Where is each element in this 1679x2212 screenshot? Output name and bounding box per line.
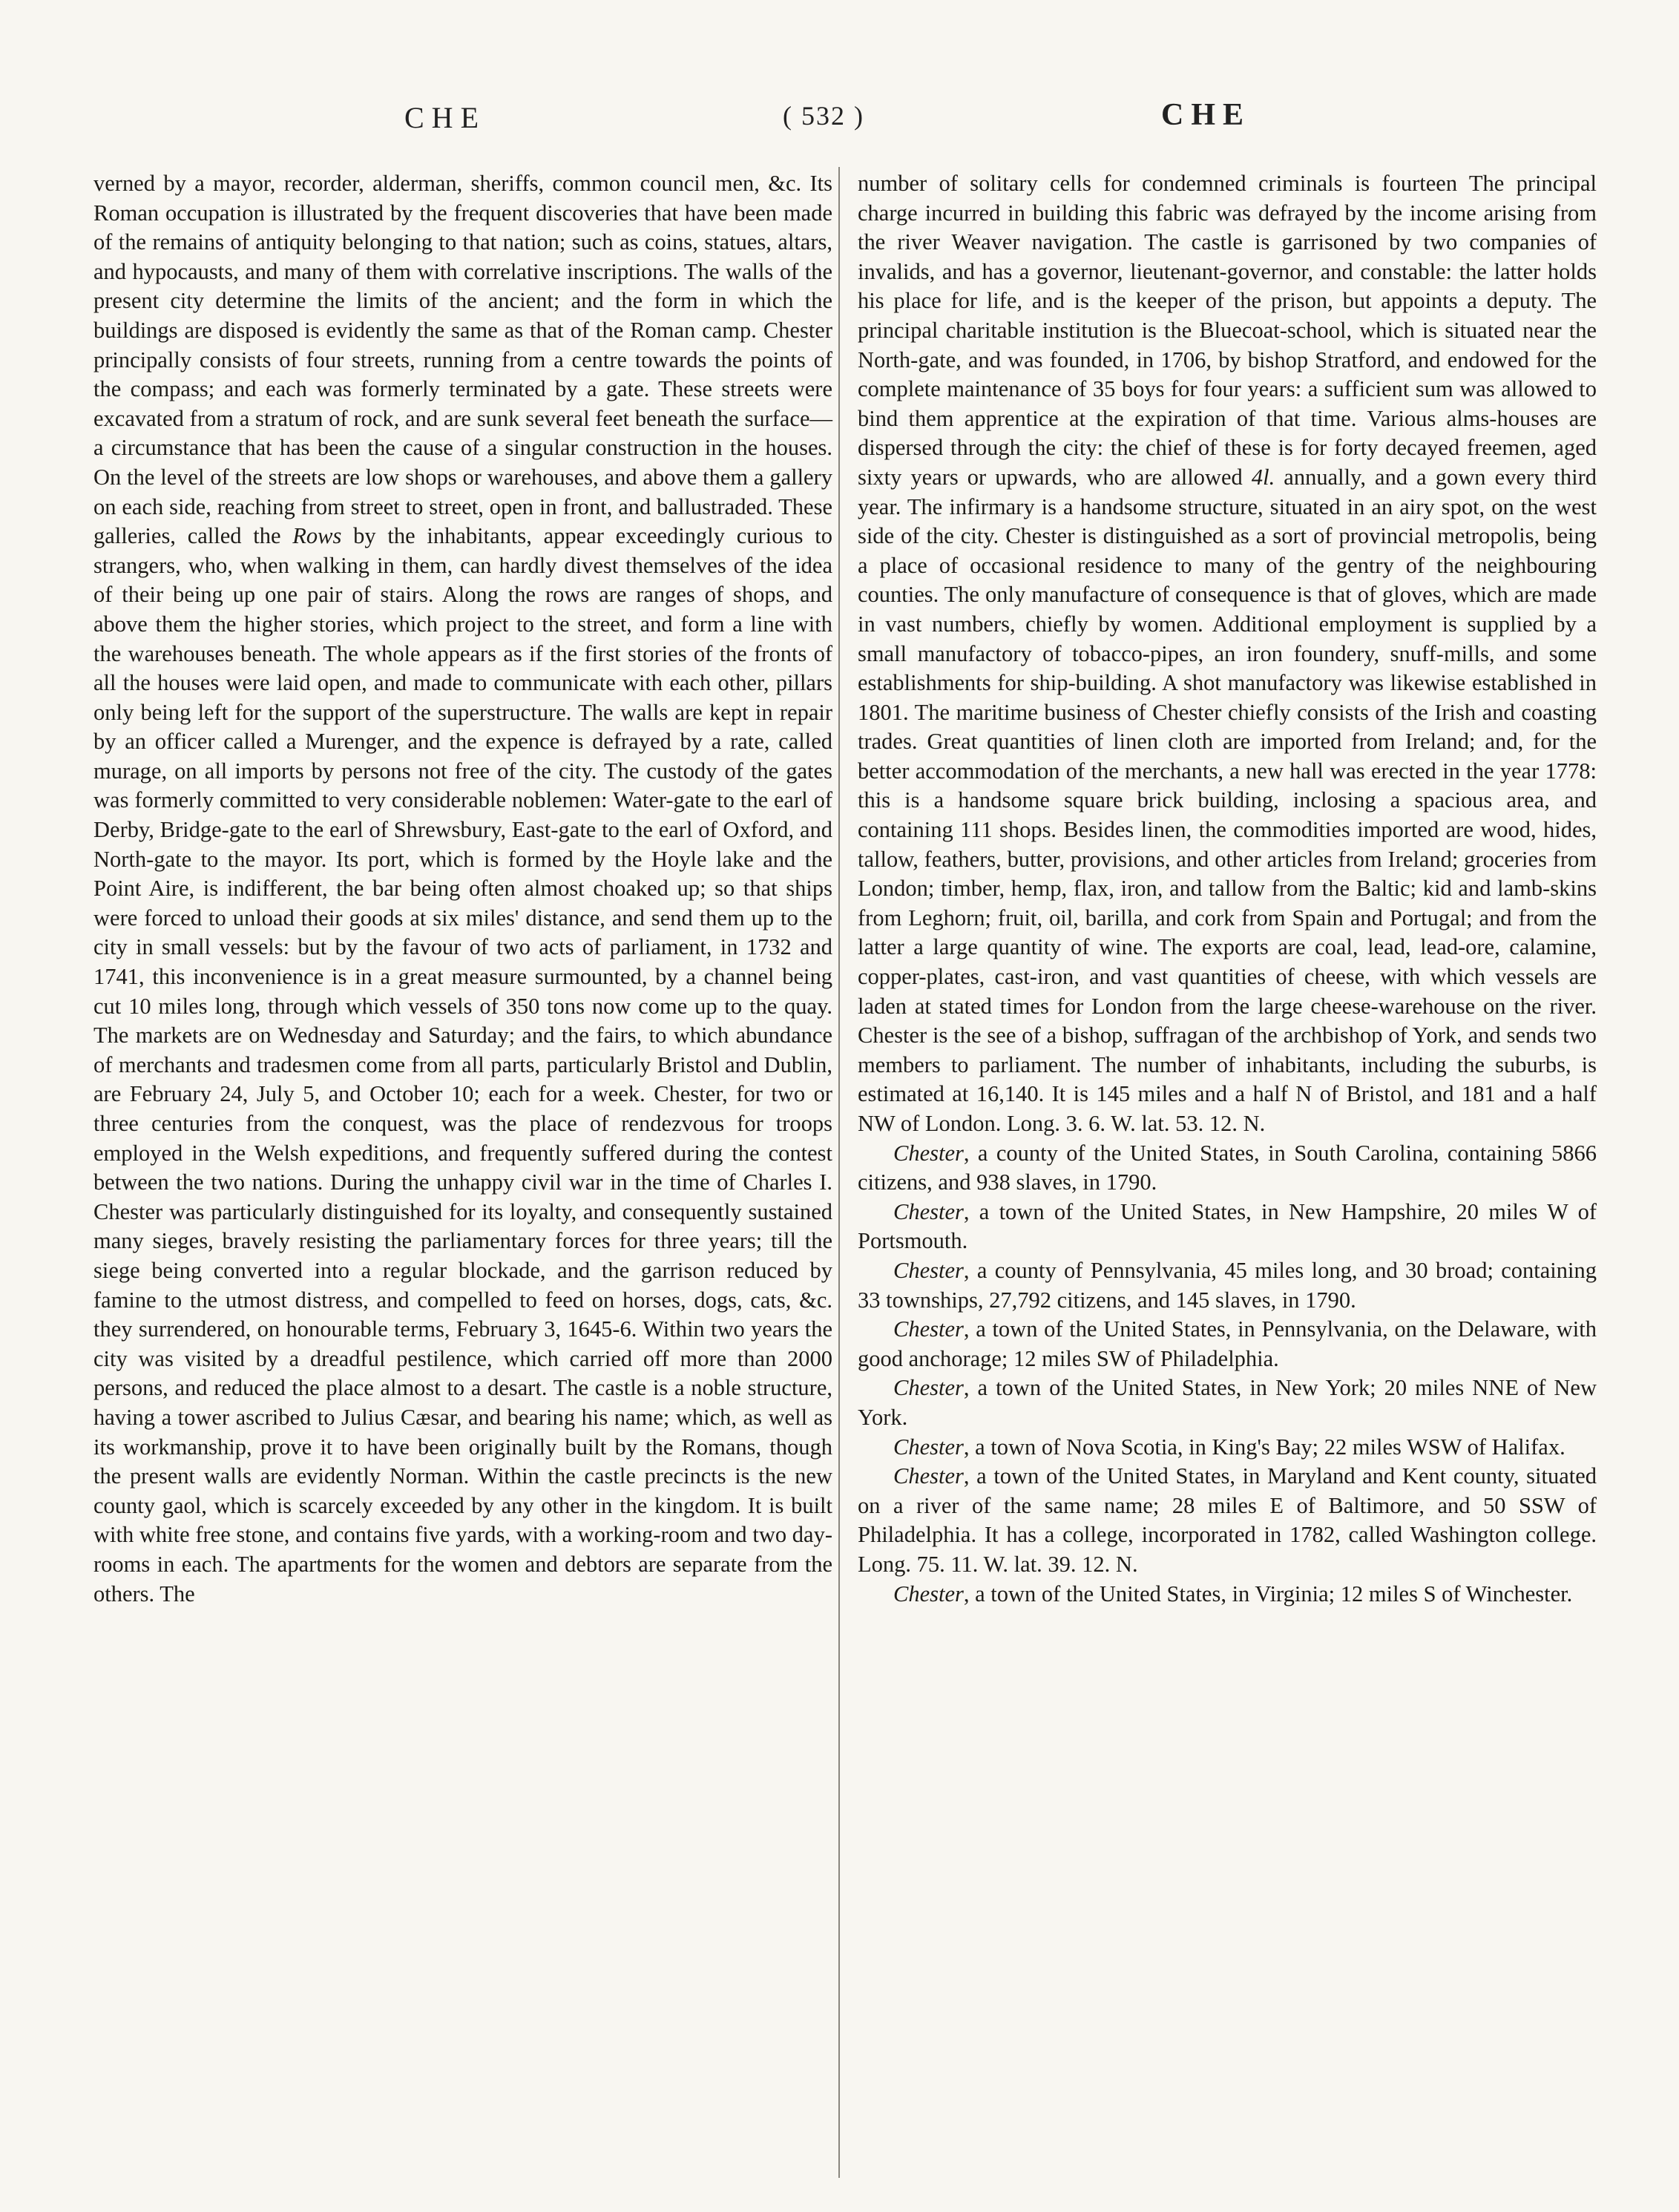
header-left-word: CHE: [404, 101, 486, 134]
entry-name: Chester: [893, 1434, 964, 1460]
column-divider: [838, 167, 840, 2178]
left-column-paragraph: [93, 169, 832, 1609]
entry-text: , a town of the United States, in Maryland and Kent county, situated on a river of the same name; 28 miles E of Baltimore, and 50 SSW of Philadelphia. It has a college, incorporated in 1782, called Washington college. Long. 75. 11. W. lat. 39. 12. N.: [858, 1463, 1597, 1577]
entry-text: , a county of the United States, in South Carolina, containing 5866 citizens, and 938 slaves, in 1790.: [858, 1140, 1597, 1195]
entry-text: , a town of the United States, in New York; 20 miles NNE of New York.: [858, 1375, 1597, 1430]
header-right-word: CHE: [1161, 98, 1252, 132]
entry-name: Chester: [893, 1140, 964, 1166]
gazetteer-entry: [858, 1198, 1597, 1256]
entry-text: , a town of Nova Scotia, in King's Bay; 22 miles WSW of Halifax.: [963, 1434, 1565, 1460]
gazetteer-entry: [858, 1256, 1597, 1315]
gazetteer-entry: [858, 1462, 1597, 1579]
money-italic: 4l.: [1251, 464, 1275, 490]
gazetteer-entry: [858, 1315, 1597, 1374]
right-text-part-2: annually, and a gown every third year. The infirmary is a handsome structure, situated in an airy spot, on the west side of the city. Chester is distinguished as a sort of provincial metropolis, being a place of occasional residence to many of the gentry of the neighbouring counties. The only manufacture of consequence is that of gloves, which are made in vast numbers, chiefly by women. Additional employment is supplied by a small manufactory of tobacco-pipes, an iron foundery, snuff-mills, and some establishments for ship-building. A shot manufactory was likewise established in 1801. The maritime business of Chester chiefly consists of the Irish and coasting trades. Great quantities of linen cloth are imported from Ireland; and, for the better accommodation of the merchants, a new hall was erected in the year 1778: this is a handsome square brick building, inclosing a spacious area, and containing 111 shops. Besides linen, the commodities imported are wood, hides, tallow, feathers, butter, provisions, and other articles from Ireland; groceries from London; timber, hemp, flax, iron, and tallow from the Baltic; kid and lamb-skins from Leghorn; fruit, oil, barilla, and cork from Spain and Portugal; and from the latter a large quantity of wine. The exports are coal, lead, lead-ore, calamine, copper-plates, cast-iron, and vast quantities of cheese, with which vessels are laden at stated times for London from the large cheese-warehouse on the river. Chester is the see of a bishop, suffragan of the archbishop of York, and sends two members to parliament. The number of inhabitants, including the suburbs, is estimated at 16,140. It is 145 miles and a half N of Bristol, and 181 and a half NW of London. Long. 3. 6. W. lat. 53. 12. N.: [858, 464, 1597, 1136]
right-text-part-1: number of solitary cells for condemned criminals is fourteen The principal charge incurred in building this fabric was defrayed by the income arising from the river Weaver navigation. The castle is garrisoned by two companies of invalids, and has a governor, lieutenant-governor, and constable: the latter holds his place for life, and is the keeper of the prison, but appoints a deputy. The principal charitable institution is the Bluecoat-school, which is situated near the North-gate, and was founded, in 1706, by bishop Stratford, and endowed for the complete maintenance of 35 boys for four years: a sufficient sum was allowed to bind them apprentice at the expiration of that time. Various alms-houses are dispersed through the city: the chief of these is for forty decayed freemen, aged sixty years or upwards, who are allowed: [858, 171, 1597, 490]
gazetteer-entry: [858, 1580, 1597, 1609]
entry-name: Chester: [893, 1463, 964, 1489]
entry-name: Chester: [893, 1198, 964, 1224]
entry-name: Chester: [893, 1316, 964, 1342]
right-column-paragraph: [858, 169, 1597, 1139]
page-number: ( 532 ): [783, 101, 864, 131]
rows-italic: Rows: [292, 523, 342, 549]
gazetteer-entry: [858, 1433, 1597, 1463]
entry-name: Chester: [893, 1581, 964, 1607]
left-text-part-1: verned by a mayor, recorder, alderman, sheriffs, common council men, &c. Its Roman occupation is illustrated by the frequent discoveries that have been made of the remains of antiquity belonging to that nation; such as coins, statues, altars, and hypocausts, and many of them with correlative inscriptions. The walls of the present city determine the limits of the ancient; and the form in which the buildings are disposed is evidently the same as that of the Roman camp. Chester principally consists of four streets, running from a centre towards the points of the compass; and each was formerly terminated by a gate. These streets were excavated from a stratum of rock, and are sunk several feet beneath the surface—a circumstance that has been the cause of a singular construction in the houses. On the level of the streets are low shops or warehouses, and above them a gallery on each side, reaching from street to street, open in front, and ballustraded. These galleries, called the: [93, 171, 832, 549]
right-column: [858, 169, 1597, 1609]
entry-text: , a town of the United States, in Pennsylvania, on the Delaware, with good anchorage; 12 miles SW of Philadelphia.: [858, 1316, 1597, 1371]
entry-text: , a county of Pennsylvania, 45 miles long, and 30 broad; containing 33 townships, 27,792 citizens, and 145 slaves, in 1790.: [858, 1257, 1597, 1313]
entry-name: Chester: [893, 1375, 964, 1401]
entry-text: , a town of the United States, in New Hampshire, 20 miles W of Portsmouth.: [858, 1198, 1597, 1254]
entry-name: Chester: [893, 1257, 964, 1283]
running-header: [0, 100, 1679, 145]
gazetteer-entry: [858, 1139, 1597, 1198]
left-text-part-2: by the inhabitants, appear exceedingly curious to strangers, who, when walking in them, can hardly divest themselves of the idea of their being up one pair of stairs. Along the rows are ranges of shops, and above them the higher stories, which project to the street, and form a line with the warehouses beneath. The whole appears as if the first stories of the fronts of all the houses were laid open, and made to communicate with each other, pillars only being left for the support of the superstructure. The walls are kept in repair by an officer called a Murenger, and the expence is defrayed by a rate, called murage, on all imports by persons not free of the city. The custody of the gates was formerly committed to very considerable noblemen: Water-gate to the earl of Derby, Bridge-gate to the earl of Shrewsbury, East-gate to the earl of Oxford, and North-gate to the mayor. Its port, which is formed by the Hoyle lake and the Point Aire, is indifferent, the bar being often almost choaked up; so that ships were forced to unload their goods at six miles' distance, and send them up to the city in small vessels: but by the favour of two acts of parliament, in 1732 and 1741, this inconvenience is in a great measure surmounted, by a channel being cut 10 miles long, through which vessels of 350 tons now come up to the quay. The markets are on Wednesday and Saturday; and the fairs, to which abundance of merchants and tradesmen come from all parts, particularly Bristol and Dublin, are February 24, July 5, and October 10; each for a week. Chester, for two or three centuries from the conquest, was the place of rendezvous for troops employed in the Welsh expeditions, and frequently suffered during the contest between the two nations. During the unhappy civil war in the time of Charles I. Chester was particularly distinguished for its loyalty, and consequently sustained many sieges, bravely resisting the parliamentary forces for three years; till the siege being converted into a regular blockade, and the garrison reduced by famine to the utmost distress, and compelled to feed on horses, dogs, cats, &c. they surrendered, on honourable terms, February 3, 1645-6. Within two years the city was visited by a dreadful pestilence, which carried off more than 2000 persons, and reduced the place almost to a desart. The castle is a noble structure, having a tower ascribed to Julius Cæsar, and bearing his name; which, as well as its workmanship, prove it to have been originally built by the Romans, though the present walls are evidently Norman. Within the castle precincts is the new county gaol, which is scarcely exceeded by any other in the kingdom. It is built with white free stone, and contains five yards, with a working-room and two day-rooms in each. The apartments for the women and debtors are separate from the others. The: [93, 523, 832, 1607]
entry-text: , a town of the United States, in Virginia; 12 miles S of Winchester.: [963, 1581, 1573, 1607]
gazetteer-entry: [858, 1374, 1597, 1432]
gazetteer-entries: [858, 1139, 1597, 1609]
left-column: [93, 169, 832, 1609]
